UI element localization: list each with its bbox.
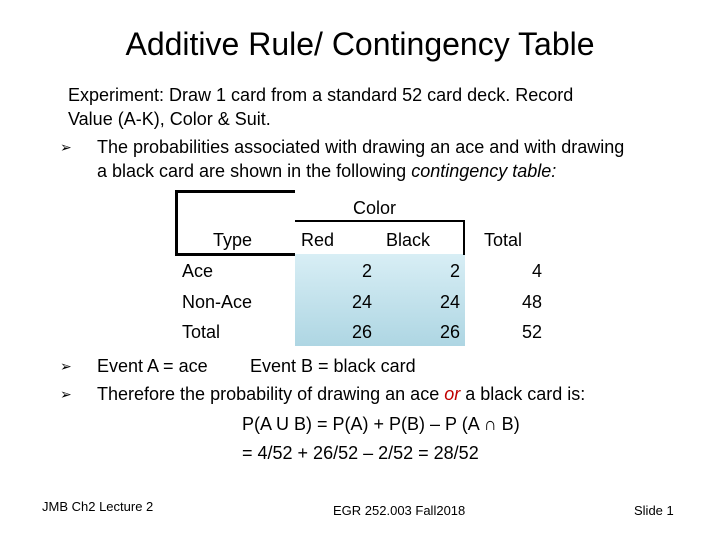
arrowhead-bullet-icon: ➢ (60, 139, 72, 155)
row-total-total: 52 (521, 322, 542, 342)
row-ace-total: 4 (531, 261, 542, 281)
slide-title: Additive Rule/ Contingency Table (125, 26, 595, 62)
or-emphasis: or (444, 384, 461, 404)
footer-slide-number: Slide 1 (634, 503, 674, 518)
table-border-bottom (175, 253, 295, 256)
header-type: Type (213, 230, 253, 250)
header-total: Total (484, 230, 523, 250)
arrowhead-bullet-icon: ➢ (60, 358, 72, 374)
row-nonace-total: 48 (521, 292, 542, 312)
bullet-1-text: a black card are shown in the following (97, 161, 412, 181)
header-color: Color (353, 198, 397, 218)
formula-line-1: P(A U B) = P(A) + P(B) – P (A ∩ B) (242, 414, 520, 434)
experiment-line-1: Experiment: Draw 1 card from a standard 52 card deck. Record (68, 85, 574, 105)
experiment-line-2: Value (A-K), Color & Suit. (68, 109, 271, 129)
table-color-underline (295, 220, 465, 222)
bullet-3-pre: Therefore the probability of drawing an ace (97, 384, 445, 404)
bullet-1-line-2 (97, 160, 556, 182)
event-a-text: Event A = ace (97, 356, 208, 376)
footer-left: JMB Ch2 Lecture 2 (42, 499, 154, 514)
row-nonace-red: 24 (351, 292, 372, 312)
header-red: Red (301, 230, 335, 250)
row-ace-red: 2 (361, 261, 372, 281)
row-nonace-label: Non-Ace (182, 292, 253, 312)
bullet-3-text (97, 383, 585, 405)
arrowhead-bullet-icon: ➢ (60, 386, 72, 402)
table-border-top (175, 190, 295, 193)
bullet-3-post: a black card is: (460, 384, 586, 404)
row-total-label: Total (182, 322, 221, 342)
contingency-table-term: contingency table: (411, 161, 557, 181)
table-color-right-border (463, 220, 465, 255)
table-border-left (175, 190, 178, 255)
footer-center: EGR 252.003 Fall2018 (333, 503, 466, 518)
header-black: Black (386, 230, 431, 250)
bullet-1-line-1: The probabilities associated with drawing an ace and with drawing (97, 137, 625, 157)
row-ace-label: Ace (182, 261, 214, 281)
row-nonace-black: 24 (439, 292, 460, 312)
row-ace-black: 2 (449, 261, 460, 281)
formula-line-2: = 4/52 + 26/52 – 2/52 = 28/52 (242, 443, 479, 463)
row-total-red: 26 (351, 322, 372, 342)
row-total-black: 26 (439, 322, 460, 342)
event-b-text: Event B = black card (250, 356, 416, 376)
